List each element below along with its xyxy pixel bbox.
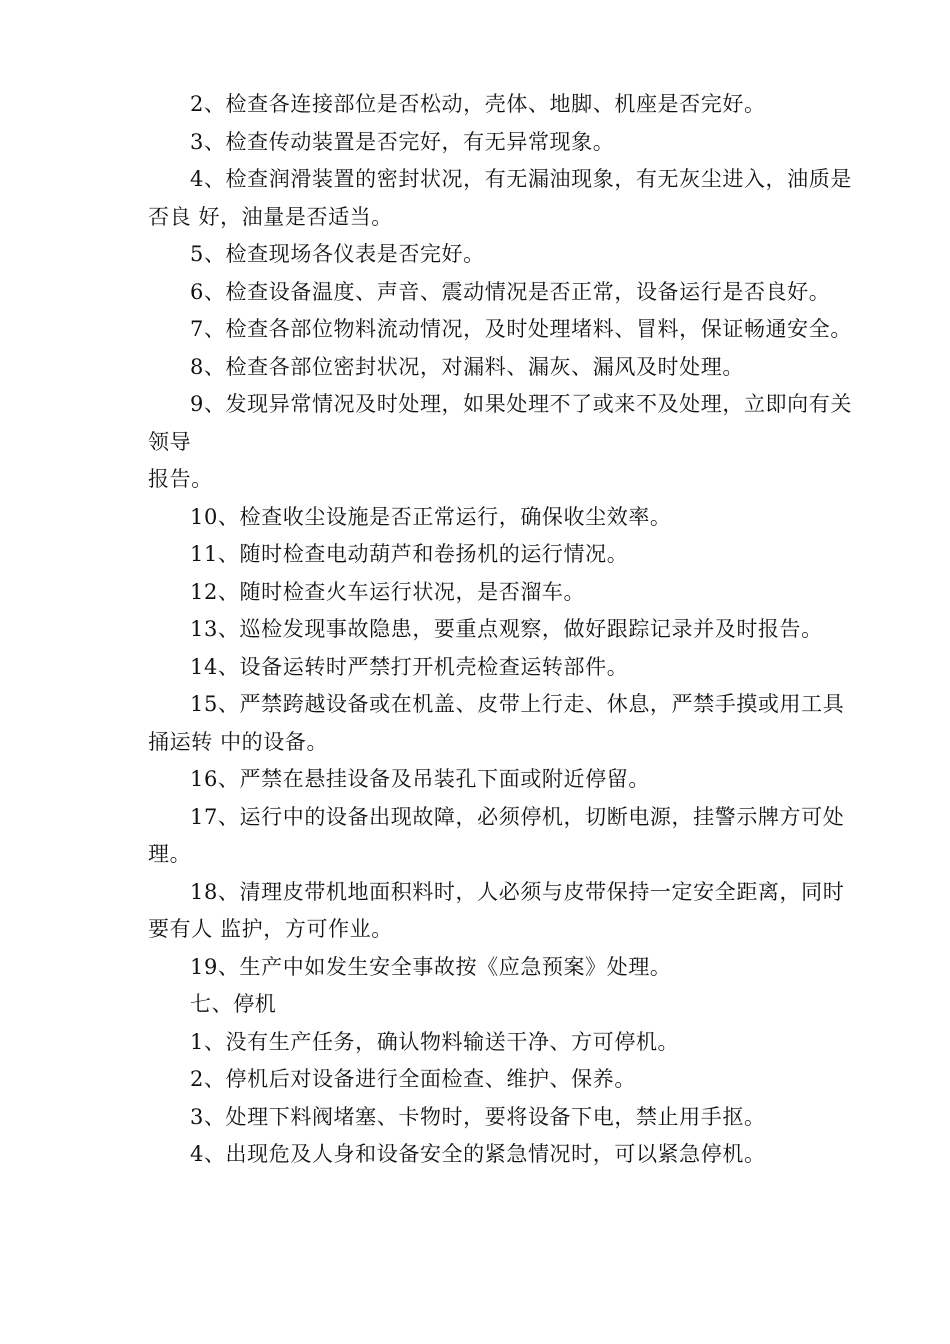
paragraph-item-6: 6、检查设备温度、声音、震动情况是否正常，设备运行是否良好。 — [190, 279, 831, 304]
paragraph-item-11: 11、随时检查电动葫芦和卷扬机的运行情况。 — [190, 542, 629, 566]
paragraph-item-18: 18、清理皮带机地面积料时，人必须与皮带保持一定安全距离，同时要有人 监护，方可作业。 — [148, 879, 845, 941]
paragraph-item-9: 9、发现异常情况及时处理，如果处理不了或来不及处理，立即向有关领导 — [148, 392, 852, 454]
stop-item-1: 1、没有生产任务，确认物料输送干净、方可停机。 — [190, 1029, 680, 1054]
paragraph-item-7: 7、检查各部位物料流动情况，及时处理堵料、冒料，保证畅通安全。 — [190, 317, 852, 341]
paragraph-item-16: 16、严禁在悬挂设备及吊装孔下面或附近停留。 — [190, 767, 650, 791]
paragraph-item-3: 3、检查传动装置是否完好，有无异常现象。 — [190, 129, 615, 154]
paragraph-item-5: 5、检查现场各仪表是否完好。 — [190, 242, 485, 266]
paragraph-item-10: 10、检查收尘设施是否正常运行，确保收尘效率。 — [190, 504, 672, 529]
stop-item-2: 2、停机后对设备进行全面检查、维护、保养。 — [190, 1067, 636, 1091]
paragraph-item-2: 2、检查各连接部位是否松动，壳体、地脚、机座是否完好。 — [190, 92, 766, 116]
paragraph-item-4: 4、检查润滑装置的密封状况，有无漏油现象，有无灰尘进入，油质是否良 好，油量是否适当。 — [148, 167, 852, 229]
paragraph-item-13: 13、巡检发现事故隐患，要重点观察，做好跟踪记录并及时报告。 — [190, 617, 823, 641]
stop-item-4: 4、出现危及人身和设备安全的紧急情况时，可以紧急停机。 — [190, 1142, 766, 1166]
document-body — [148, 86, 860, 1174]
paragraph-item-17: 17、运行中的设备出现故障，必须停机，切断电源，挂警示牌方可处理。 — [148, 804, 845, 866]
stop-item-3: 3、处理下料阀堵塞、卡物时，要将设备下电，禁止用手抠。 — [190, 1104, 766, 1129]
paragraph-item-12: 12、随时检查火车运行状况，是否溜车。 — [190, 579, 586, 604]
paragraph-item-14: 14、设备运转时严禁打开机壳检查运转部件。 — [190, 654, 629, 679]
section-heading-stop: 七、停机 — [190, 992, 277, 1016]
paragraph-item-15: 15、严禁跨越设备或在机盖、皮带上行走、休息，严禁手摸或用工具捅运转 中的设备。 — [148, 692, 845, 754]
paragraph-item-19: 19、生产中如发生安全事故按《应急预案》处理。 — [190, 954, 672, 979]
paragraph-item-8: 8、检查各部位密封状况，对漏料、漏灰、漏风及时处理。 — [190, 354, 744, 379]
paragraph-item-9-continuation: 报告。 — [148, 467, 213, 491]
